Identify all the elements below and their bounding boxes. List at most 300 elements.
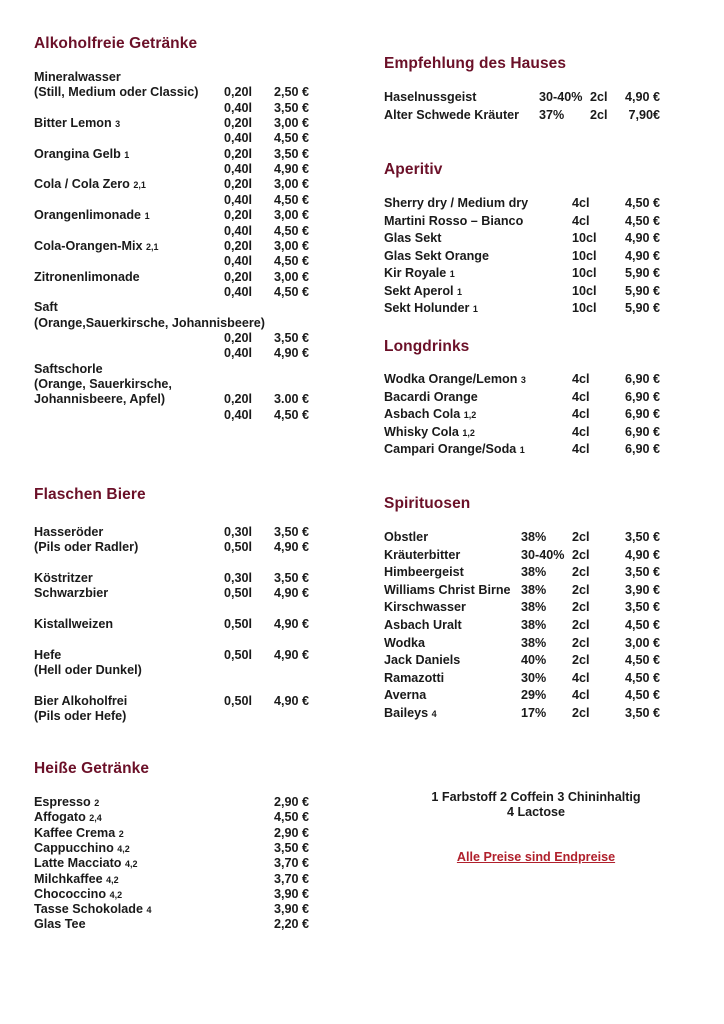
item-price: 4,90 € (624, 90, 660, 104)
item-price: 3,90 € (274, 886, 310, 901)
item-name (34, 300, 58, 315)
menu-row (384, 231, 664, 246)
item-price: 6,90 € (624, 372, 660, 386)
menu-row (384, 284, 664, 299)
menu-row (34, 694, 324, 709)
menu-row (384, 653, 664, 668)
section-title-heisse-getraenke: Heiße Getränke (34, 760, 150, 777)
menu-row (34, 648, 324, 663)
item-name (34, 902, 151, 918)
item-price: 3,00 € (624, 635, 660, 650)
item-name-text: (Orange,Sauerkirsche, Johannisbeere) (34, 315, 265, 330)
item-name (34, 810, 102, 826)
item-name-text: Espresso (34, 795, 91, 809)
item-name (34, 525, 103, 540)
item-name (384, 600, 466, 615)
menu-row (34, 116, 324, 131)
item-name (34, 856, 138, 872)
item-volume: 2cl (590, 90, 608, 104)
menu-row (34, 316, 324, 331)
menu-row (34, 101, 324, 116)
item-price: 4,90 € (274, 540, 310, 554)
item-name-text: (Pils oder Radler) (34, 540, 139, 554)
item-name-text: Asbach Uralt (384, 618, 462, 632)
item-name-text: Cola / Cola Zero (34, 177, 130, 192)
item-size: 0,50l (224, 694, 253, 708)
item-size: 0,40l (224, 346, 253, 361)
item-price: 2,90 € (274, 825, 310, 840)
footnote-ref: 4 (146, 905, 152, 916)
prices-final-note: Alle Preise sind Endpreise (456, 850, 616, 864)
item-name-text: Haselnussgeist (384, 90, 477, 104)
item-name-text: Schwarzbier (34, 586, 109, 600)
item-name (34, 872, 119, 888)
item-size: 0,20l (224, 392, 253, 407)
item-price: 4,50 € (624, 653, 660, 668)
item-volume: 10cl (572, 266, 597, 280)
item-name-text: Orangenlimonade (34, 208, 142, 223)
item-name (34, 887, 122, 903)
item-name-text: Cola-Orangen-Mix (34, 238, 143, 253)
item-price: 3,90 € (624, 582, 660, 597)
item-name-text: (Hell oder Dunkel) (34, 663, 142, 677)
menu-row (34, 887, 324, 902)
item-price: 3,50 € (274, 100, 310, 115)
item-price: 5,90 € (624, 283, 660, 298)
item-name (384, 618, 462, 633)
item-size: 0,30l (224, 571, 253, 585)
item-price: 4,90 € (274, 648, 310, 662)
item-price: 4,50 € (624, 196, 660, 210)
item-name (384, 108, 519, 123)
menu-row (34, 571, 324, 586)
footnote-ref: 2,4 (89, 813, 102, 824)
item-name (384, 301, 478, 317)
item-name-text: Milchkaffee (34, 871, 103, 886)
menu-row (34, 841, 324, 856)
item-name (34, 648, 61, 663)
item-alcohol-percent: 40% (521, 653, 547, 668)
item-name-text: Tasse Schokolade (34, 902, 143, 917)
item-name-text: Williams Christ Birne (384, 582, 511, 597)
item-name (34, 377, 172, 392)
item-name (384, 530, 428, 545)
item-name-text: Orangina Gelb (34, 146, 121, 161)
item-price: 3,00 € (274, 238, 310, 253)
item-size: 0,40l (224, 407, 253, 422)
footnote-ref: 1,2 (463, 410, 477, 421)
section-title-longdrinks: Longdrinks (384, 338, 470, 355)
item-price: 3,90 € (274, 902, 310, 917)
item-volume: 4cl (572, 389, 590, 404)
footnote-ref: 2,1 (133, 180, 146, 191)
section-title-spirituosen: Spirituosen (384, 495, 471, 512)
menu-row (34, 540, 324, 555)
menu-row (34, 663, 324, 678)
item-name (34, 270, 140, 285)
footnote-ref: 4,2 (109, 889, 123, 900)
item-volume: 10cl (572, 231, 597, 245)
item-alcohol-percent: 30-40% (521, 547, 565, 562)
item-price: 4,90 € (624, 231, 660, 245)
menu-row (34, 162, 324, 177)
menu-row (34, 270, 324, 285)
item-volume: 10cl (572, 248, 597, 263)
item-name (384, 565, 464, 580)
footnote-ref: 4 (431, 709, 437, 719)
menu-row (34, 177, 324, 192)
item-name-text: Ramazotti (384, 670, 445, 685)
item-name (34, 177, 146, 193)
item-price: 6,90 € (624, 442, 660, 457)
item-name (384, 284, 462, 300)
footnote-ref: 3 (520, 375, 526, 385)
item-price: 3,50 € (624, 530, 660, 544)
item-name-text: Alter Schwede Kräuter (384, 107, 520, 122)
menu-row (34, 826, 324, 841)
menu-row (384, 196, 664, 211)
footnote-ref: 1 (449, 269, 455, 279)
item-price: 3,50 € (274, 330, 310, 345)
item-price: 2,90 € (274, 795, 310, 809)
menu-row (34, 586, 324, 601)
item-price: 3,70 € (274, 856, 310, 871)
item-name-text: Zitronenlimonade (34, 269, 140, 284)
item-name (34, 795, 99, 811)
item-size: 0,20l (224, 146, 253, 161)
item-price: 3,00 € (274, 269, 310, 284)
menu-row (34, 795, 324, 810)
item-name (384, 196, 528, 211)
menu-row (384, 706, 664, 721)
menu-row (34, 810, 324, 825)
item-price: 4,50 € (274, 192, 310, 207)
item-price: 4,90 € (274, 617, 310, 631)
item-volume: 4cl (572, 407, 590, 422)
item-price: 3,00 € (274, 116, 310, 131)
item-name-text: Saftschorle (34, 361, 103, 376)
item-price: 5,90 € (624, 266, 660, 280)
item-alcohol-percent: 38% (521, 618, 547, 632)
item-price: 4,90 € (624, 248, 660, 263)
item-alcohol-percent: 38% (521, 530, 547, 544)
item-volume: 4cl (572, 442, 590, 457)
item-name-text: Sherry dry / Medium dry (384, 196, 529, 210)
menu-row (34, 392, 324, 407)
item-name-text: Chococcino (34, 886, 107, 901)
item-price: 3,50 € (624, 600, 660, 615)
item-name (384, 425, 475, 441)
item-name (34, 663, 142, 678)
item-name (384, 372, 526, 388)
menu-row (384, 214, 664, 229)
item-name (34, 709, 126, 724)
menu-row (34, 377, 324, 392)
menu-row (384, 671, 664, 686)
item-name-text: Sekt Holunder (384, 301, 470, 315)
item-price: 4,50 € (624, 670, 660, 685)
menu-row (34, 147, 324, 162)
item-name-text: Cappucchino (34, 840, 114, 855)
item-name (384, 636, 425, 651)
item-name-text: Himbeergeist (384, 565, 464, 580)
item-name-text: Bitter Lemon (34, 116, 112, 131)
menu-row (34, 208, 324, 223)
item-name (34, 362, 103, 377)
item-price: 4,50 € (274, 223, 310, 238)
item-price: 4,50 € (624, 618, 660, 632)
item-price: 6,90 € (624, 424, 660, 439)
item-name-text: Latte Macciato (34, 856, 122, 871)
footnote-ref: 1 (124, 149, 130, 160)
item-name (384, 583, 511, 598)
menu-row (34, 193, 324, 208)
menu-row (384, 108, 664, 123)
item-name (384, 249, 489, 264)
menu-row (34, 856, 324, 871)
item-name-text: Sekt Aperol (384, 283, 454, 298)
item-size: 0,20l (224, 269, 253, 284)
item-name-text: Martini Rosso – Bianco (384, 213, 524, 228)
item-volume: 2cl (572, 618, 590, 632)
item-price: 3,50 € (624, 706, 660, 720)
menu-row (34, 285, 324, 300)
item-price: 3,00 € (274, 177, 310, 192)
footnote-ref: 3 (115, 119, 121, 130)
footnote-ref: 1 (519, 445, 525, 456)
item-volume: 2cl (572, 530, 590, 544)
item-name (384, 390, 478, 405)
item-name (384, 214, 523, 229)
item-name-text: Hasseröder (34, 525, 104, 539)
item-name-text: Johannisbeere, Apfel) (34, 392, 166, 407)
section-title-aperitiv: Aperitiv (384, 161, 443, 178)
item-alcohol-percent: 30-40% (539, 90, 583, 104)
menu-row (34, 872, 324, 887)
item-name (34, 208, 150, 224)
item-name-text: Kaffee Crema (34, 825, 116, 840)
item-name (34, 147, 129, 163)
section-title-flaschen-biere: Flaschen Biere (34, 486, 146, 503)
menu-row (384, 636, 664, 651)
item-name (384, 688, 426, 703)
item-name (34, 116, 120, 132)
footnote-ref: 1,2 (462, 427, 475, 438)
menu-row (34, 331, 324, 346)
item-name (34, 540, 138, 555)
menu-row (34, 85, 324, 100)
menu-row (384, 548, 664, 563)
item-alcohol-percent: 37% (539, 107, 565, 122)
item-name (384, 442, 525, 458)
item-price: 3,00 € (274, 208, 310, 223)
item-price: 4,50 € (624, 688, 660, 703)
item-name (34, 841, 130, 857)
item-size: 0,40l (224, 254, 253, 269)
item-name (34, 85, 198, 100)
footnote-ref: 4,2 (106, 874, 119, 885)
item-name-text: Wodka (384, 635, 426, 650)
item-volume: 4cl (572, 688, 590, 703)
item-name-text: (Orange, Sauerkirsche, (34, 377, 172, 391)
footnote-ref: 4,2 (117, 843, 130, 854)
item-size: 0,20l (224, 85, 253, 100)
menu-row (34, 254, 324, 269)
menu-row (384, 390, 664, 405)
item-alcohol-percent: 38% (521, 635, 547, 650)
item-price: 3,50 € (274, 840, 310, 855)
item-volume: 2cl (572, 653, 590, 668)
item-name (384, 706, 437, 722)
item-size: 0,40l (224, 223, 253, 238)
item-size: 0,40l (224, 284, 253, 299)
menu-row (384, 565, 664, 580)
menu-row (384, 407, 664, 422)
menu-row (34, 70, 324, 85)
menu-row (384, 372, 664, 387)
footnote-ref: 1 (457, 286, 463, 297)
item-price: 4,50 € (274, 810, 310, 825)
item-price: 4,90 € (274, 694, 310, 708)
item-price: 2,20 € (274, 917, 310, 932)
menu-row (384, 425, 664, 440)
item-volume: 2cl (572, 635, 590, 650)
menu-row (34, 408, 324, 423)
item-volume: 2cl (590, 107, 608, 122)
item-name-text: Averna (384, 688, 427, 703)
item-price: 4,90 € (274, 162, 310, 177)
item-price: 2,50 € (274, 85, 310, 100)
menu-row (384, 301, 664, 316)
item-price: 4,90 € (274, 586, 310, 600)
item-name-text: Obstler (384, 530, 429, 544)
item-price: 4,50 € (274, 131, 310, 146)
item-name-text: Jack Daniels (384, 653, 461, 668)
item-name-text: Saft (34, 300, 58, 315)
item-size: 0,40l (224, 100, 253, 115)
item-price: 5,90 € (624, 301, 660, 315)
item-name (384, 90, 476, 105)
item-size: 0,50l (224, 617, 253, 631)
item-name-text: Baileys (384, 706, 429, 720)
item-alcohol-percent: 38% (521, 565, 547, 580)
item-alcohol-percent: 30% (521, 670, 547, 685)
section-title-alkoholfrei: Alkoholfreie Getränke (34, 35, 198, 52)
menu-row (34, 362, 324, 377)
item-name-text: Wodka Orange/Lemon (384, 372, 518, 386)
menu-row (384, 618, 664, 633)
footnote-ref: 2 (118, 828, 124, 839)
footnote-ref: 2,1 (145, 241, 159, 252)
menu-row (34, 917, 324, 932)
item-price: 4,50 € (274, 407, 310, 422)
item-name (34, 239, 158, 255)
item-name-text: Glas Sekt Orange (384, 248, 489, 263)
item-name-text: Kräuterbitter (384, 547, 461, 562)
menu-row (34, 617, 324, 632)
menu-row (34, 300, 324, 315)
item-size: 0,50l (224, 586, 253, 600)
item-size: 0,20l (224, 208, 253, 223)
item-price: 4,90 € (274, 346, 310, 361)
item-price: 7,90€ (628, 107, 660, 122)
item-size: 0,50l (224, 648, 253, 662)
item-volume: 4cl (572, 424, 590, 439)
item-alcohol-percent: 38% (521, 582, 547, 597)
item-name (384, 407, 476, 423)
menu-row (384, 688, 664, 703)
item-name-text: Kistallweizen (34, 617, 114, 631)
item-price: 4,50 € (274, 284, 310, 299)
item-name (384, 548, 460, 563)
menu-row (384, 266, 664, 281)
item-price: 3,50 € (624, 565, 660, 580)
item-name-text: Köstritzer (34, 571, 93, 585)
item-name-text: Kir Royale (384, 266, 447, 280)
item-volume: 2cl (572, 600, 590, 615)
item-volume: 4cl (572, 196, 590, 210)
item-name (384, 653, 460, 668)
menu-row (384, 442, 664, 457)
item-price: 3,50 € (274, 525, 310, 539)
item-name-text: Affogato (34, 810, 86, 825)
item-name (384, 266, 455, 282)
item-name (34, 392, 165, 407)
menu-row (34, 709, 324, 724)
item-name-text: Glas Sekt (384, 231, 442, 245)
item-name-text: Campari Orange/Soda (384, 442, 517, 457)
item-alcohol-percent: 17% (521, 706, 547, 720)
item-size: 0,20l (224, 238, 253, 253)
item-size: 0,50l (224, 540, 253, 554)
footnote-legend-line-2: 4 Lactose (506, 805, 566, 819)
item-name-text: Kirschwasser (384, 600, 466, 615)
menu-row (34, 525, 324, 540)
item-name (384, 671, 444, 686)
footnote-legend-line-1: 1 Farbstoff 2 Coffein 3 Chininhaltig (431, 790, 641, 804)
item-volume: 4cl (572, 213, 590, 228)
item-name (34, 826, 124, 842)
item-volume: 2cl (572, 547, 590, 562)
menu-row (384, 530, 664, 545)
menu-row (34, 131, 324, 146)
item-size: 0,40l (224, 162, 253, 177)
item-volume: 2cl (572, 706, 590, 720)
item-name (34, 694, 127, 709)
footnote-ref: 2 (94, 798, 100, 808)
item-name (34, 917, 86, 932)
menu-row (384, 249, 664, 264)
item-name (34, 316, 265, 331)
item-size: 0,40l (224, 192, 253, 207)
item-name-text: Bacardi Orange (384, 389, 478, 404)
item-size: 0,40l (224, 131, 253, 146)
item-price: 6,90 € (624, 407, 660, 422)
menu-row (34, 346, 324, 361)
item-name (384, 231, 441, 246)
item-name (34, 571, 93, 586)
item-name-text: Mineralwasser (34, 70, 121, 84)
item-volume: 4cl (572, 372, 590, 386)
item-alcohol-percent: 29% (521, 688, 547, 703)
item-price: 3,70 € (274, 871, 310, 886)
item-size: 0,20l (224, 330, 253, 345)
item-price: 4,50 € (274, 254, 310, 269)
item-volume: 10cl (572, 301, 597, 315)
item-size: 0,20l (224, 177, 253, 192)
menu-row (34, 224, 324, 239)
item-name-text: Asbach Cola (384, 407, 464, 422)
